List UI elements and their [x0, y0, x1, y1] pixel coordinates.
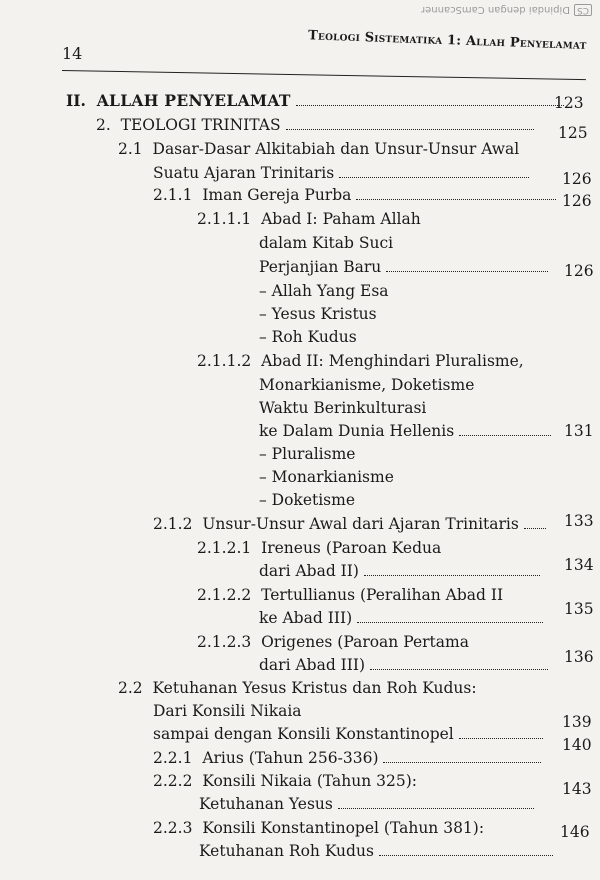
page-ref: 126	[564, 262, 594, 280]
entry-title: Tertullianus (Peralihan Abad II	[261, 586, 504, 604]
page-ref: 126	[562, 192, 592, 210]
page-header	[62, 28, 587, 76]
leader-dots	[339, 165, 529, 178]
entry-title: Ketuhanan Yesus Kristus dan Roh Kudus:	[152, 679, 477, 697]
toc-entry-2-1-cont	[153, 162, 529, 184]
entry-number: 2.1.1.1	[197, 210, 252, 228]
leader-dots	[459, 423, 551, 436]
toc-entry-cont	[153, 700, 302, 722]
leader-dots	[379, 843, 553, 856]
toc-subitem: – Allah Yang Esa	[259, 282, 389, 300]
entry-title: Unsur-Unsur Awal dari Ajaran Trinitaris	[202, 515, 519, 533]
page-ref: 126	[562, 170, 592, 188]
leader-dots	[386, 259, 548, 272]
toc-entry-2-1-2	[153, 513, 546, 535]
scanner-watermark	[421, 4, 592, 16]
page-ref: 143	[562, 780, 592, 798]
entry-number: 2.1.2	[153, 515, 193, 533]
entry-title: ALLAH PENYELAMAT	[96, 91, 291, 110]
page-ref: 131	[564, 422, 594, 440]
toc-entry-2-1-1-1	[197, 208, 421, 230]
toc-entry-2	[96, 114, 534, 136]
page-ref: 136	[564, 648, 594, 666]
page-ref: 133	[564, 512, 594, 530]
toc-entry-cont	[153, 723, 543, 745]
toc-entry-2-2-2	[153, 770, 417, 792]
page-ref: 125	[558, 124, 588, 142]
entry-title-cont: Waktu Berinkulturasi	[259, 399, 427, 417]
toc-subitem: – Monarkianisme	[259, 468, 394, 486]
toc-entry-2-2-1	[153, 747, 541, 769]
toc-entry-cont	[259, 560, 540, 582]
toc-entry-2-1	[118, 138, 519, 160]
entry-title-cont: ke Dalam Dunia Hellenis	[259, 422, 455, 440]
leader-dots	[459, 726, 543, 739]
entry-number: 2.1.2.3	[197, 633, 252, 651]
toc-entry-cont	[259, 607, 543, 629]
toc-entry-2-1-1	[153, 184, 556, 206]
entry-number: 2.	[96, 116, 111, 134]
page-ref: 134	[564, 556, 594, 574]
entry-title: Iman Gereja Purba	[202, 186, 352, 204]
entry-title-cont: Monarkianisme, Doketisme	[259, 376, 475, 394]
leader-dots	[364, 563, 540, 576]
entry-title-cont: ke Abad III)	[259, 609, 353, 627]
entry-title: Abad II: Menghindari Pluralisme,	[261, 352, 524, 370]
page-number: 14	[62, 44, 83, 63]
page-ref: 146	[560, 823, 590, 841]
entry-title-cont: sampai dengan Konsili Konstantinopel	[153, 725, 454, 743]
leader-dots	[296, 93, 564, 106]
entry-number: 2.1	[118, 140, 143, 158]
toc-entry-cont	[259, 397, 426, 419]
entry-number: 2.2.3	[153, 819, 193, 837]
toc-entry-2-2-3	[153, 817, 484, 839]
toc-entry-2-1-2-2	[197, 584, 503, 606]
entry-number: 2.2	[118, 679, 143, 697]
entry-title-cont: Suatu Ajaran Trinitaris	[153, 164, 335, 182]
toc-entry-2-1-1-1-cont2	[259, 256, 548, 278]
leader-dots	[286, 117, 534, 130]
entry-number: 2.2.2	[153, 772, 193, 790]
entry-title-cont: dari Abad III)	[259, 656, 366, 674]
entry-title: Konsili Nikaia (Tahun 325):	[202, 772, 417, 790]
toc-entry-2-1-2-1	[197, 537, 441, 559]
toc-entry-cont	[259, 654, 548, 676]
toc-subitem: – Doketisme	[259, 491, 356, 509]
leader-dots	[356, 187, 556, 200]
header-rule	[62, 70, 586, 80]
toc-entry-2-1-2-3	[197, 631, 469, 653]
toc-entry-2-1-1-2	[197, 350, 524, 372]
entry-title-cont: Ketuhanan Yesus	[199, 795, 333, 813]
camscanner-badge: CS	[574, 4, 592, 16]
page-ref: 140	[562, 736, 592, 754]
entry-title: Dasar-Dasar Alkitabiah dan Unsur-Unsur Awal	[152, 140, 520, 158]
entry-title: Arius (Tahun 256-336)	[202, 749, 379, 767]
entry-title-cont: dari Abad II)	[259, 562, 359, 580]
leader-dots	[383, 750, 541, 763]
entry-title: TEOLOGI TRINITAS	[120, 116, 281, 134]
entry-number: 2.1.2.1	[197, 539, 252, 557]
toc-entry-cont	[199, 840, 553, 862]
leader-dots	[370, 657, 548, 670]
entry-title-cont: Dari Konsili Nikaia	[153, 702, 302, 720]
page-ref: 139	[562, 713, 592, 731]
entry-title: Origenes (Paroan Pertama	[261, 633, 469, 651]
entry-number: 2.1.2.2	[197, 586, 252, 604]
toc-entry-2-2	[118, 677, 477, 699]
entry-number: 2.1.1	[153, 186, 193, 204]
entry-number: II.	[66, 91, 86, 110]
toc-subitem: – Yesus Kristus	[259, 305, 377, 323]
toc-entry-cont	[259, 420, 551, 442]
toc-subitem: – Pluralisme	[259, 445, 356, 463]
scanner-text: Dipindai dengan CamScanner	[421, 4, 570, 16]
entry-title-cont: dalam Kitab Suci	[259, 234, 394, 252]
entry-title: Ireneus (Paroan Kedua	[261, 539, 442, 557]
running-title: Teologi Sistematika 1: Allah Penyelamat	[307, 28, 587, 53]
entry-title-cont: Perjanjian Baru	[259, 258, 382, 276]
page-ref: 123	[554, 94, 584, 112]
leader-dots	[524, 516, 546, 529]
toc-entry-II	[66, 90, 564, 112]
leader-dots	[357, 610, 543, 623]
leader-dots	[338, 796, 534, 809]
entry-title: Konsili Konstantinopel (Tahun 381):	[202, 819, 485, 837]
entry-number: 2.2.1	[153, 749, 193, 767]
toc-entry-cont	[259, 374, 474, 396]
toc-entry-2-1-1-1-cont	[259, 232, 393, 254]
entry-number: 2.1.1.2	[197, 352, 252, 370]
toc-entry-cont	[199, 793, 534, 815]
page-ref: 135	[564, 600, 594, 618]
toc-subitem: – Roh Kudus	[259, 328, 357, 346]
entry-title-cont: Ketuhanan Roh Kudus	[199, 842, 374, 860]
entry-title: Abad I: Paham Allah	[261, 210, 421, 228]
